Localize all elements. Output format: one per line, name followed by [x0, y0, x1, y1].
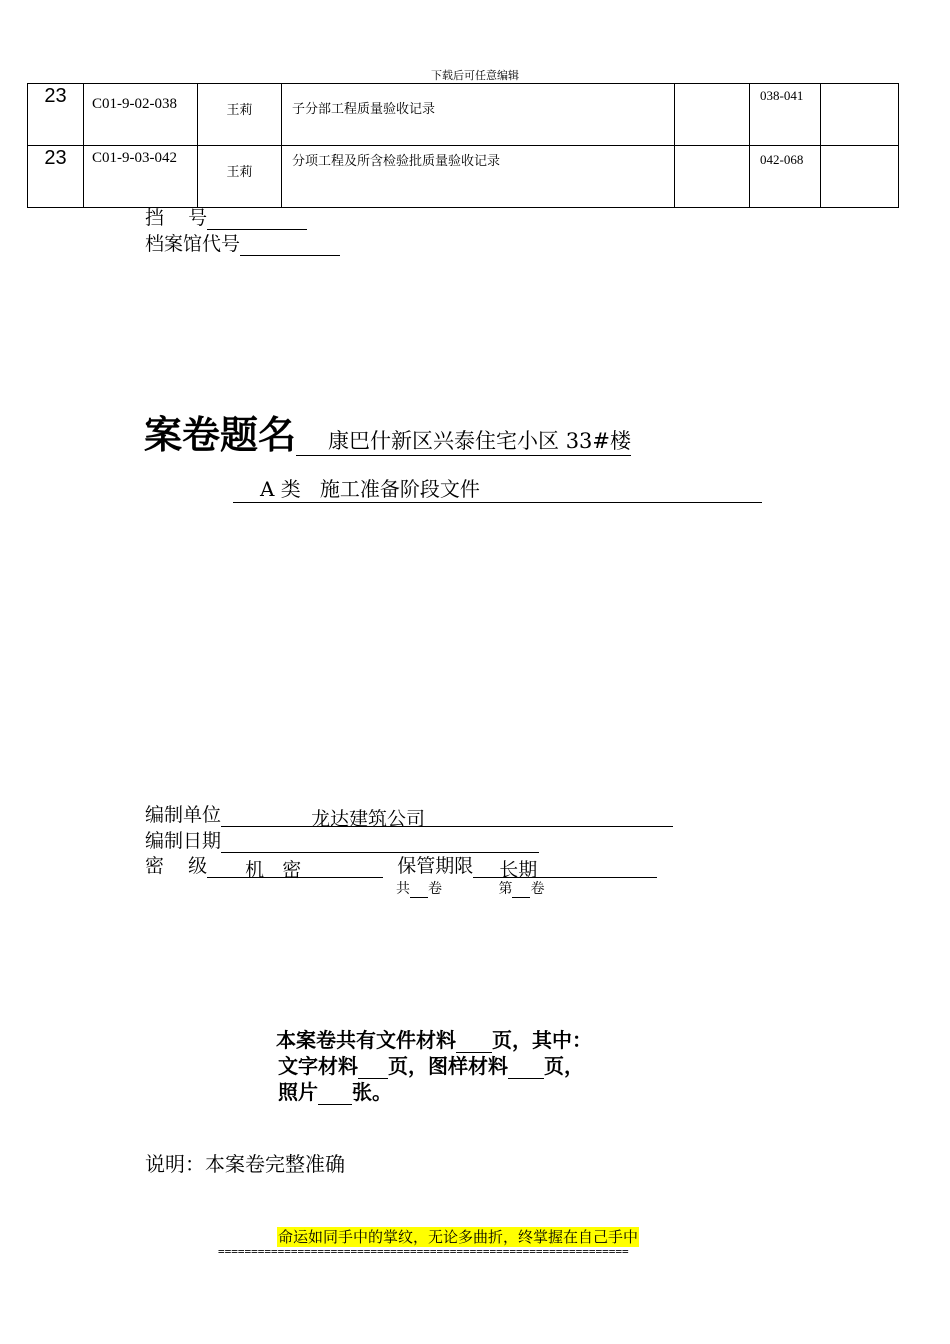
- file-code: C01-9-02-038: [84, 84, 198, 146]
- dossier-title-value: 康巴什新区兴泰住宅小区 33#楼: [296, 425, 631, 456]
- dossier-title-label: 案卷题名: [144, 412, 297, 457]
- volumes-total-suffix: 卷: [428, 881, 442, 897]
- row-number: 23: [28, 146, 84, 208]
- archive-code-label: 档案馆代号: [145, 233, 241, 255]
- table-row: [28, 146, 899, 208]
- retention-value: 长期: [499, 859, 538, 881]
- responsible-person: 王莉: [198, 84, 282, 146]
- summary-text: 照片: [278, 1080, 318, 1104]
- compiler-line: [221, 804, 673, 830]
- empty-cell: [675, 146, 750, 208]
- volume-no-blank: [512, 881, 530, 898]
- file-number-blank: [207, 209, 307, 230]
- date-blank: [221, 830, 539, 853]
- table-row: [28, 84, 899, 146]
- date-label: 编制日期: [145, 830, 222, 852]
- volume-count: [396, 878, 544, 898]
- remarks-cell: [821, 84, 899, 146]
- page-range: 038-041: [750, 84, 821, 146]
- secrecy-value: 机 密: [245, 859, 302, 881]
- page-range: 042-068: [750, 146, 821, 208]
- secrecy-line: [207, 855, 383, 881]
- file-number-label: 挡 号: [145, 207, 208, 229]
- volumes-total-prefix: 共: [396, 881, 410, 897]
- compiler-value: 龙达建筑公司: [311, 808, 426, 830]
- volumes-total-blank: [410, 881, 428, 898]
- retention-line: [473, 855, 657, 881]
- responsible-person: 王莉: [198, 146, 282, 208]
- divider-line: ==============================================================: [218, 1245, 629, 1258]
- summary-text: 文字材料: [278, 1054, 358, 1078]
- secrecy-label: 密 级: [145, 855, 208, 877]
- summary-line-1: [276, 1024, 592, 1053]
- photo-count-blank: [318, 1086, 352, 1105]
- secrecy-retention-field: [145, 851, 657, 881]
- compiler-field: [145, 800, 673, 830]
- retention-label: 保管期限: [397, 855, 474, 877]
- remarks-cell: [821, 146, 899, 208]
- archive-code-field: [145, 229, 340, 256]
- summary-text: 页，其中：: [492, 1028, 592, 1052]
- file-title: 分项工程及所含检验批质量验收记录: [282, 146, 675, 208]
- category-line: [233, 476, 762, 503]
- volume-no-prefix: 第: [498, 881, 513, 897]
- empty-cell: [675, 84, 750, 146]
- header-note: 下载后可任意编辑: [431, 69, 519, 82]
- dossier-title-field: [144, 404, 631, 459]
- summary-text: 页，: [544, 1054, 584, 1078]
- summary-line-3: [278, 1076, 392, 1105]
- summary-text: 本案卷共有文件材料: [276, 1028, 456, 1052]
- compiler-label: 编制单位: [145, 804, 222, 826]
- summary-text: 页，图样材料: [388, 1054, 508, 1078]
- motto: 命运如同手中的掌纹，无论多曲折，终掌握在自己手中: [278, 1228, 639, 1246]
- file-code: C01-9-03-042: [84, 146, 198, 208]
- drawing-pages-blank: [508, 1060, 544, 1079]
- summary-text: 张。: [352, 1080, 392, 1104]
- file-title: 子分部工程质量验收记录: [282, 84, 675, 146]
- records-table: [27, 83, 899, 208]
- archive-code-blank: [240, 235, 340, 256]
- file-number-field: [145, 203, 307, 230]
- note: 说明：本案卷完整准确: [145, 1152, 345, 1176]
- volume-no-suffix: 卷: [530, 881, 545, 897]
- summary-line-2: [278, 1050, 584, 1079]
- date-field: [145, 826, 539, 853]
- category-text: A 类 施工准备阶段文件: [260, 477, 480, 501]
- row-number: 23: [28, 84, 84, 146]
